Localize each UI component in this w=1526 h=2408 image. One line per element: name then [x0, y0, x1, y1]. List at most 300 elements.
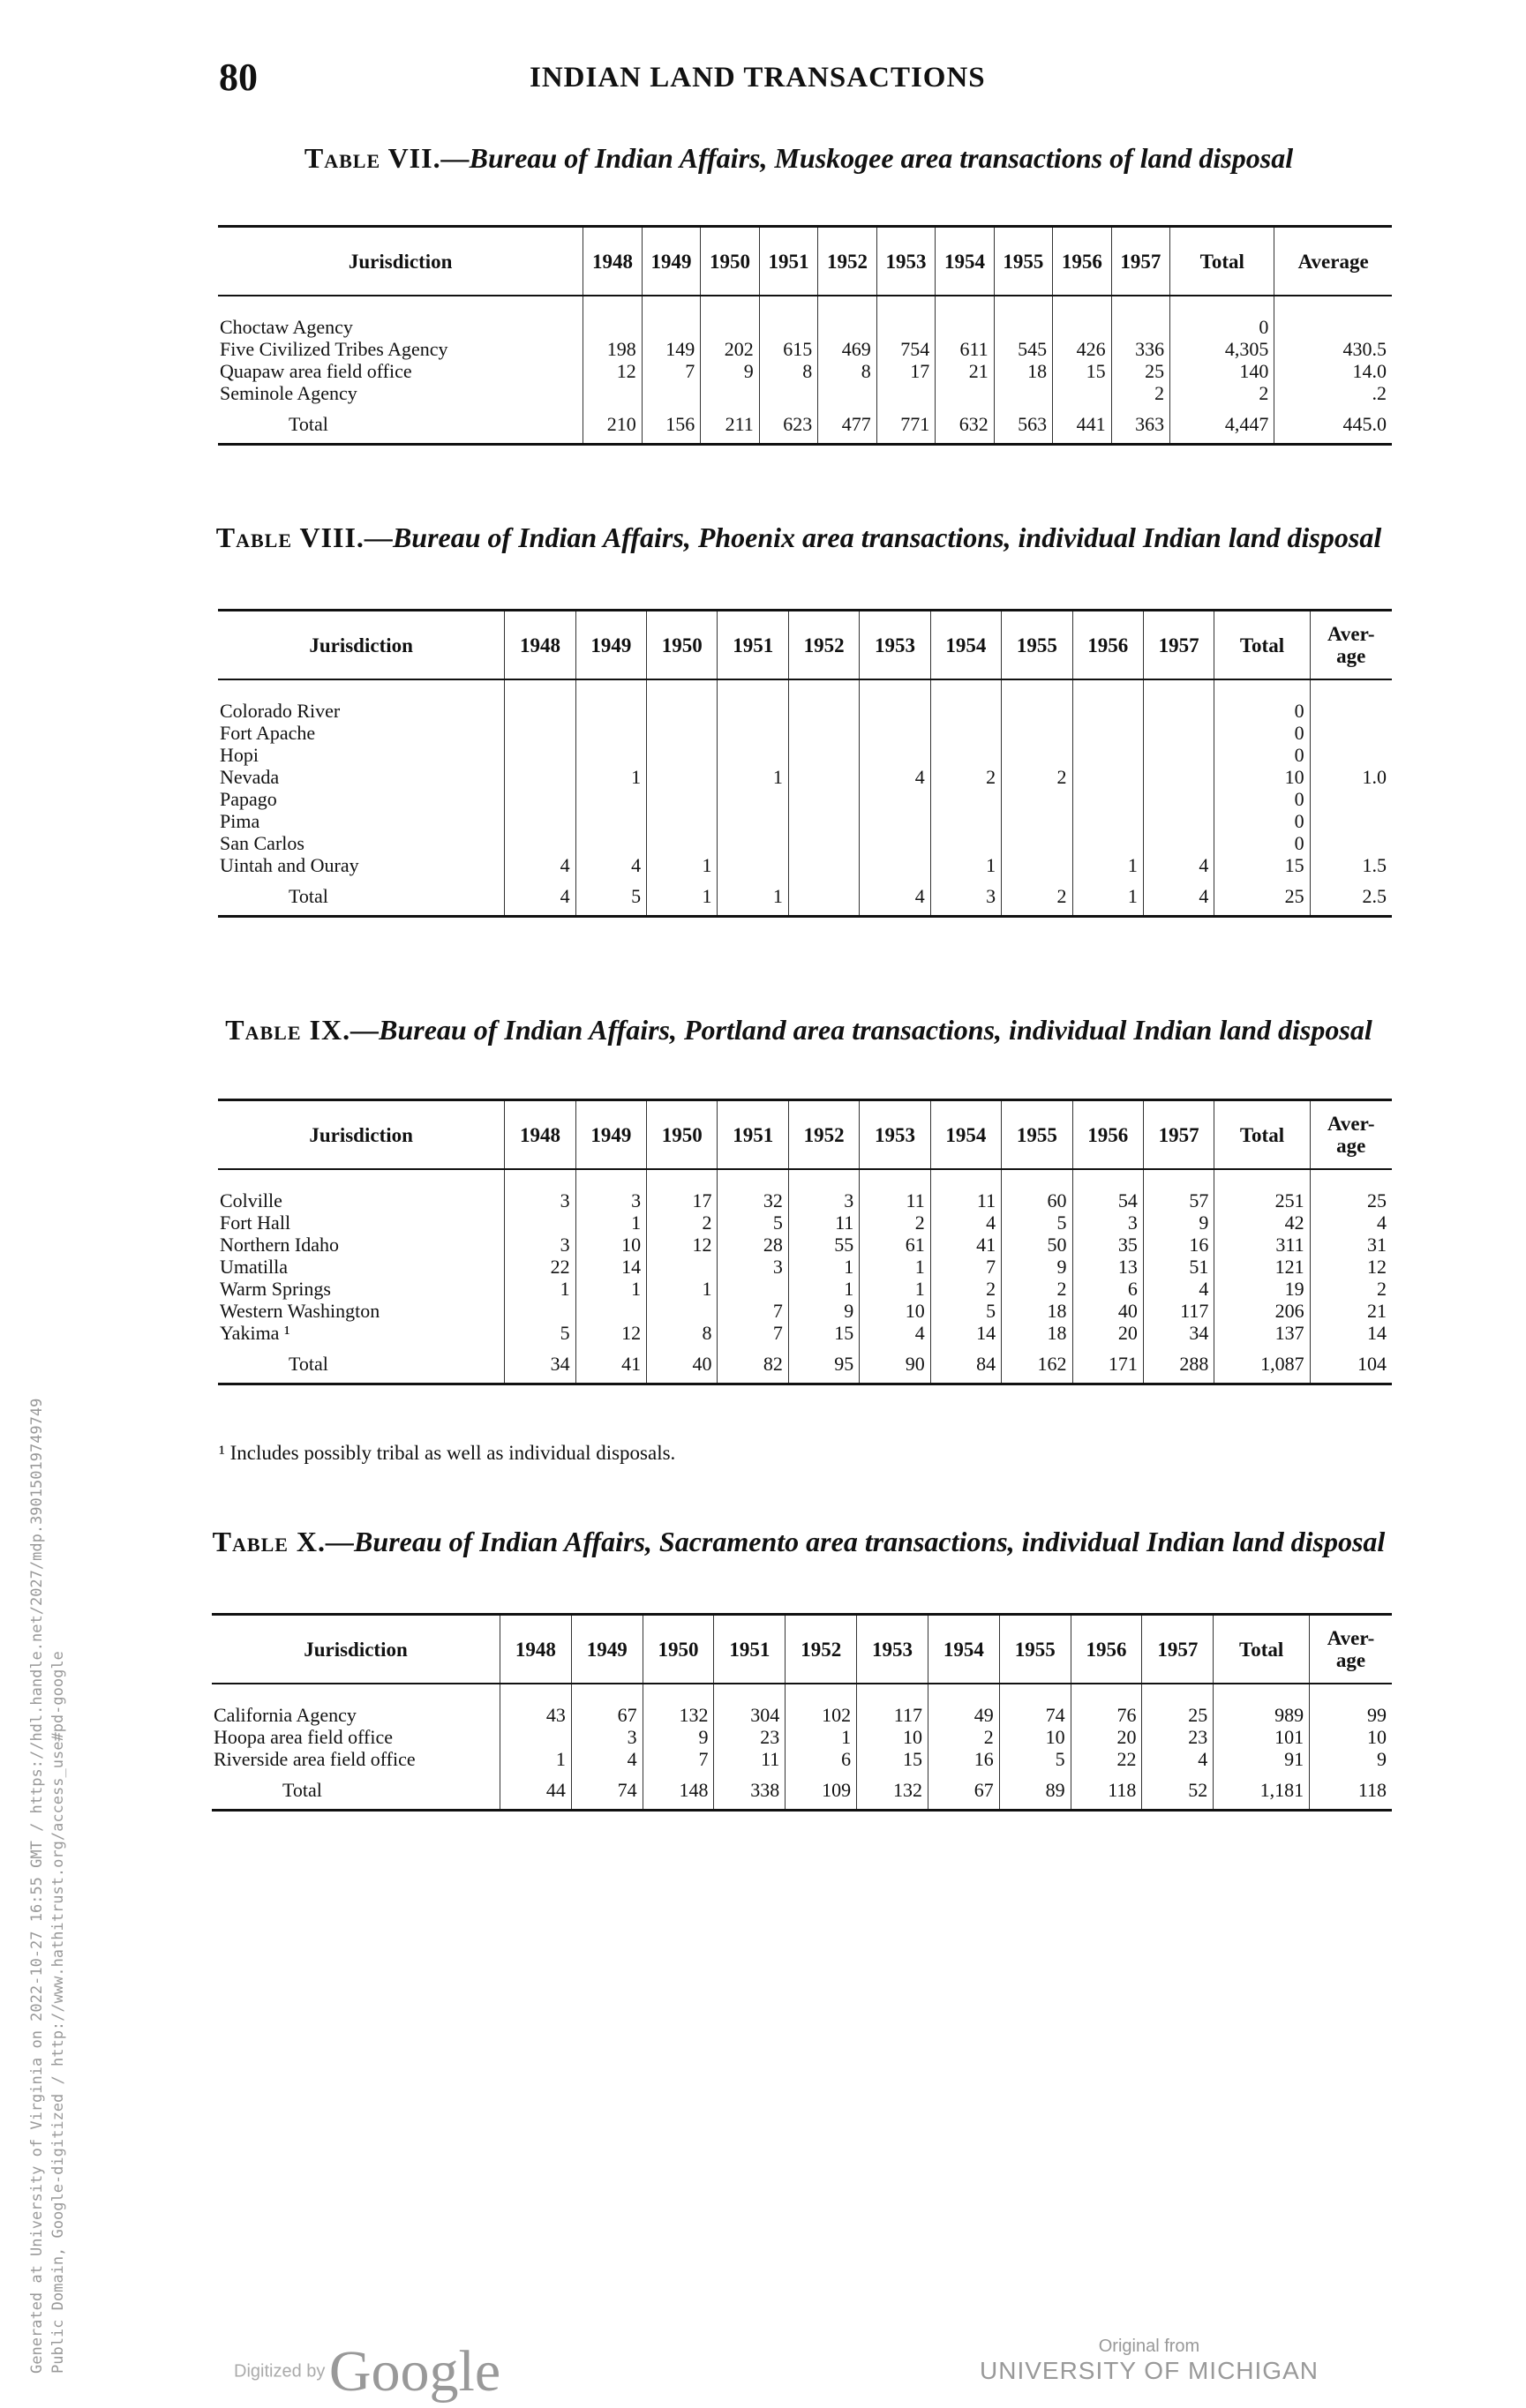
value-cell — [788, 832, 859, 854]
value-cell: 12 — [1310, 1256, 1392, 1278]
value-cell — [930, 700, 1001, 722]
value-cell: 4 — [1310, 1212, 1392, 1234]
value-cell: 149 — [642, 338, 700, 360]
jurisdiction-cell: Northern Idaho — [220, 1234, 340, 1256]
column-header: 1954 — [928, 1615, 999, 1684]
column-header: Total — [1214, 611, 1310, 680]
spacer-cell — [1214, 1169, 1310, 1189]
value-cell: 54 — [1072, 1189, 1143, 1212]
value-cell: 13 — [1072, 1256, 1143, 1278]
value-cell — [788, 810, 859, 832]
value-cell — [647, 832, 718, 854]
value-cell: 1.5 — [1310, 854, 1392, 876]
spacer-cell — [1072, 679, 1143, 700]
value-cell: 4 — [571, 1748, 643, 1770]
value-cell: 76 — [1071, 1704, 1142, 1726]
value-cell — [718, 700, 788, 722]
value-cell — [1310, 832, 1392, 854]
total-cell: 4 — [505, 876, 575, 917]
value-cell: 4 — [575, 854, 646, 876]
column-header: Aver-age — [1310, 1100, 1392, 1170]
spacer-cell — [718, 679, 788, 700]
value-cell — [1143, 810, 1214, 832]
value-cell: 3 — [1072, 1212, 1143, 1234]
value-cell: 101 — [1214, 1726, 1310, 1748]
value-cell: 5 — [718, 1212, 788, 1234]
value-cell — [1310, 700, 1392, 722]
value-cell: 35 — [1072, 1234, 1143, 1256]
jurisdiction-cell: Colorado River — [220, 700, 341, 722]
value-cell — [647, 1256, 718, 1278]
spacer-cell — [1072, 1169, 1143, 1189]
total-cell: 67 — [928, 1770, 999, 1811]
table-vii-title — [212, 141, 1386, 175]
value-cell: 4 — [930, 1212, 1001, 1234]
value-cell: 5 — [930, 1300, 1001, 1322]
value-cell — [1002, 700, 1072, 722]
table-row — [218, 338, 1392, 360]
value-cell: 31 — [1310, 1234, 1392, 1256]
value-cell: 3 — [505, 1234, 575, 1256]
value-cell: 18 — [1002, 1300, 1072, 1322]
spacer-cell — [788, 679, 859, 700]
spacer-cell — [575, 679, 646, 700]
value-cell: 14 — [930, 1322, 1001, 1344]
spacer-row — [218, 679, 1392, 700]
column-header: 1954 — [936, 227, 994, 296]
total-cell: 82 — [718, 1344, 788, 1384]
value-cell — [575, 1300, 646, 1322]
value-cell: 1 — [575, 766, 646, 788]
value-cell — [1143, 788, 1214, 810]
value-cell — [1002, 832, 1072, 854]
jurisdiction-cell: Hoopa area field office — [214, 1726, 393, 1748]
value-cell — [936, 316, 994, 338]
value-cell — [788, 854, 859, 876]
value-cell: 21 — [1310, 1300, 1392, 1322]
value-cell: 0 — [1214, 700, 1310, 722]
value-cell: 4 — [1143, 1278, 1214, 1300]
value-cell: 9 — [1002, 1256, 1072, 1278]
value-cell: 99 — [1310, 1704, 1392, 1726]
value-cell — [1002, 788, 1072, 810]
total-row — [218, 876, 1392, 917]
total-label: Total — [289, 412, 328, 435]
value-cell: 9 — [643, 1726, 714, 1748]
value-cell — [860, 788, 930, 810]
total-cell: 41 — [575, 1344, 646, 1384]
value-cell — [718, 1278, 788, 1300]
value-cell — [647, 722, 718, 744]
spacer-cell — [647, 1169, 718, 1189]
table-caption: —Bureau of Indian Affairs, Sacramento area transactions, individual Indian land disposal — [326, 1526, 1386, 1557]
value-cell: 10 — [1310, 1726, 1392, 1748]
value-cell: 23 — [714, 1726, 786, 1748]
value-cell: 2 — [647, 1212, 718, 1234]
jurisdiction-cell: Yakima ¹ — [220, 1322, 290, 1344]
column-header: 1957 — [1143, 611, 1214, 680]
value-cell: 9 — [701, 360, 759, 382]
value-cell — [505, 700, 575, 722]
total-cell: 363 — [1111, 404, 1169, 445]
value-cell: 61 — [860, 1234, 930, 1256]
spacer-cell — [218, 296, 583, 316]
value-cell: 4,305 — [1170, 338, 1274, 360]
total-cell: 74 — [571, 1770, 643, 1811]
total-cell: 2.5 — [1310, 876, 1392, 917]
value-cell — [1002, 744, 1072, 766]
value-cell: 16 — [1143, 1234, 1214, 1256]
access-stamp-line: Public Domain, Google-digitized / http://www.hathitrust.org/access_use#pd-google — [49, 1651, 67, 2374]
total-label: Total — [289, 884, 328, 907]
value-cell: 22 — [1071, 1748, 1142, 1770]
spacer-cell — [936, 296, 994, 316]
spacer-cell — [860, 1169, 930, 1189]
value-cell: 251 — [1214, 1189, 1310, 1212]
value-cell: 430.5 — [1274, 338, 1392, 360]
table-label: Table VII. — [304, 142, 441, 174]
value-cell — [1274, 316, 1392, 338]
table-row — [218, 1189, 1392, 1212]
table-row — [218, 1234, 1392, 1256]
column-header: 1949 — [571, 1615, 643, 1684]
table-caption: —Bureau of Indian Affairs, Phoenix area transactions, individual Indian land disposal — [364, 521, 1382, 553]
table-row — [218, 1322, 1392, 1344]
value-cell: 11 — [714, 1748, 786, 1770]
total-cell — [788, 876, 859, 917]
column-header: 1948 — [500, 1615, 571, 1684]
total-cell: 104 — [1310, 1344, 1392, 1384]
total-cell: 156 — [642, 404, 700, 445]
value-cell — [818, 382, 876, 404]
value-cell: 8 — [818, 360, 876, 382]
value-cell: 4 — [1142, 1748, 1214, 1770]
value-cell — [1143, 832, 1214, 854]
total-cell: 34 — [505, 1344, 575, 1384]
value-cell: 2 — [930, 766, 1001, 788]
value-cell: 17 — [647, 1189, 718, 1212]
value-cell: 15 — [788, 1322, 859, 1344]
column-header: Aver-age — [1310, 611, 1392, 680]
spacer-cell — [218, 1169, 505, 1189]
value-cell — [1072, 722, 1143, 744]
column-header: 1950 — [701, 227, 759, 296]
jurisdiction-cell: San Carlos — [220, 832, 304, 854]
value-cell — [1072, 832, 1143, 854]
table-row — [218, 766, 1392, 788]
value-cell: 1 — [860, 1278, 930, 1300]
value-cell: 304 — [714, 1704, 786, 1726]
value-cell: 21 — [936, 360, 994, 382]
value-cell: 20 — [1072, 1322, 1143, 1344]
value-cell: 1 — [718, 766, 788, 788]
value-cell: 1 — [860, 1256, 930, 1278]
value-cell: 25 — [1111, 360, 1169, 382]
total-cell: 1 — [647, 876, 718, 917]
value-cell: 14 — [1310, 1322, 1392, 1344]
column-header: 1951 — [718, 1100, 788, 1170]
total-cell: 4 — [860, 876, 930, 917]
value-cell: 0 — [1214, 722, 1310, 744]
value-cell — [1072, 744, 1143, 766]
total-cell: 288 — [1143, 1344, 1214, 1384]
value-cell: 28 — [718, 1234, 788, 1256]
spacer-cell — [647, 679, 718, 700]
total-cell: 4,447 — [1170, 404, 1274, 445]
value-cell — [505, 810, 575, 832]
total-label: Total — [289, 1352, 328, 1375]
spacer-cell — [1274, 296, 1392, 316]
table-label: Table VIII. — [215, 521, 365, 553]
total-row — [212, 1770, 1392, 1811]
table-row — [218, 1278, 1392, 1300]
value-cell: 18 — [994, 360, 1052, 382]
value-cell — [876, 382, 935, 404]
column-header: Total — [1214, 1615, 1310, 1684]
value-cell: 4 — [860, 1322, 930, 1344]
total-cell: 211 — [701, 404, 759, 445]
value-cell: 51 — [1143, 1256, 1214, 1278]
value-cell — [1310, 744, 1392, 766]
column-header: 1950 — [647, 611, 718, 680]
value-cell: 3 — [718, 1256, 788, 1278]
value-cell: 15 — [857, 1748, 928, 1770]
total-cell: 445.0 — [1274, 404, 1392, 445]
table-x-title — [212, 1525, 1386, 1558]
spacer-cell — [994, 296, 1052, 316]
value-cell — [860, 854, 930, 876]
column-header: 1952 — [788, 1100, 859, 1170]
value-cell — [575, 832, 646, 854]
value-cell: 15 — [1214, 854, 1310, 876]
column-header: 1957 — [1143, 1100, 1214, 1170]
total-cell: 1,087 — [1214, 1344, 1310, 1384]
value-cell: 426 — [1053, 338, 1111, 360]
value-cell — [930, 810, 1001, 832]
value-cell: 9 — [788, 1300, 859, 1322]
value-cell — [1143, 766, 1214, 788]
column-header: 1953 — [857, 1615, 928, 1684]
table-row — [218, 832, 1392, 854]
total-cell: 44 — [500, 1770, 571, 1811]
value-cell — [1053, 382, 1111, 404]
total-cell: 162 — [1002, 1344, 1072, 1384]
value-cell — [647, 744, 718, 766]
column-header: 1949 — [575, 611, 646, 680]
value-cell — [759, 382, 817, 404]
value-cell: 12 — [583, 360, 642, 382]
value-cell — [860, 722, 930, 744]
jurisdiction-cell: Fort Apache — [220, 722, 316, 744]
value-cell: 9 — [1143, 1212, 1214, 1234]
column-header: 1950 — [643, 1615, 714, 1684]
value-cell — [642, 382, 700, 404]
value-cell: 25 — [1142, 1704, 1214, 1726]
value-cell — [788, 766, 859, 788]
column-header: 1951 — [759, 227, 817, 296]
total-cell: 109 — [786, 1770, 857, 1811]
table-row — [218, 1300, 1392, 1322]
value-cell — [500, 1726, 571, 1748]
spacer-cell — [505, 1169, 575, 1189]
value-cell — [1002, 854, 1072, 876]
value-cell: 3 — [571, 1726, 643, 1748]
column-header: 1948 — [505, 1100, 575, 1170]
value-cell: 7 — [718, 1322, 788, 1344]
jurisdiction-cell: Hopi — [220, 744, 259, 766]
jurisdiction-cell: Choctaw Agency — [220, 316, 353, 338]
column-header: 1948 — [583, 227, 642, 296]
value-cell — [930, 744, 1001, 766]
column-header: 1951 — [714, 1615, 786, 1684]
table-caption: —Bureau of Indian Affairs, Muskogee area transactions of land disposal — [440, 142, 1294, 174]
spacer-cell — [1002, 679, 1072, 700]
table-row — [218, 722, 1392, 744]
spacer-cell — [718, 1169, 788, 1189]
total-cell: 89 — [999, 1770, 1071, 1811]
jurisdiction-cell: Quapaw area field office — [220, 360, 412, 382]
table-caption: —Bureau of Indian Affairs, Portland area transactions, individual Indian land disposal — [350, 1014, 1372, 1046]
value-cell: 1 — [505, 1278, 575, 1300]
value-cell: 2 — [860, 1212, 930, 1234]
value-cell — [575, 722, 646, 744]
value-cell: 2 — [930, 1278, 1001, 1300]
total-cell: 90 — [860, 1344, 930, 1384]
jurisdiction-cell: Colville — [220, 1189, 282, 1212]
value-cell: 20 — [1071, 1726, 1142, 1748]
table-row — [218, 700, 1392, 722]
column-header: Total — [1170, 227, 1274, 296]
value-cell — [1072, 766, 1143, 788]
value-cell: 5 — [999, 1748, 1071, 1770]
column-header: 1956 — [1072, 611, 1143, 680]
total-cell: 563 — [994, 404, 1052, 445]
column-header: 1954 — [930, 611, 1001, 680]
table-row — [212, 1704, 1392, 1726]
column-header: Average — [1274, 227, 1392, 296]
spacer-cell — [505, 679, 575, 700]
spacer-cell — [857, 1684, 928, 1704]
spacer-row — [218, 296, 1392, 316]
value-cell: 14 — [575, 1256, 646, 1278]
value-cell: 102 — [786, 1704, 857, 1726]
table-row — [218, 1212, 1392, 1234]
value-cell — [647, 766, 718, 788]
value-cell: 1 — [500, 1748, 571, 1770]
table-row — [218, 788, 1392, 810]
jurisdiction-cell: Pima — [220, 810, 260, 832]
value-cell: 5 — [1002, 1212, 1072, 1234]
column-header: 1953 — [860, 611, 930, 680]
value-cell: 4 — [505, 854, 575, 876]
column-header-jurisdiction: Jurisdiction — [212, 1615, 500, 1684]
spacer-cell — [930, 1169, 1001, 1189]
column-header: 1956 — [1071, 1615, 1142, 1684]
value-cell: 2 — [1002, 766, 1072, 788]
value-cell: 0 — [1214, 744, 1310, 766]
value-cell: 2 — [1111, 382, 1169, 404]
value-cell: 3 — [505, 1189, 575, 1212]
value-cell: 2 — [1170, 382, 1274, 404]
value-cell: 40 — [1072, 1300, 1143, 1322]
total-cell: 210 — [583, 404, 642, 445]
value-cell: 0 — [1170, 316, 1274, 338]
value-cell: 10 — [575, 1234, 646, 1256]
value-cell: 8 — [759, 360, 817, 382]
value-cell: 8 — [647, 1322, 718, 1344]
value-cell — [647, 1300, 718, 1322]
total-cell: 25 — [1214, 876, 1310, 917]
total-cell: 1 — [718, 876, 788, 917]
access-stamp — [26, 1399, 69, 2374]
value-cell: 11 — [788, 1212, 859, 1234]
value-cell: 60 — [1002, 1189, 1072, 1212]
spacer-cell — [1310, 1169, 1392, 1189]
running-head: INDIAN LAND TRANSACTIONS — [530, 62, 986, 94]
value-cell — [788, 700, 859, 722]
total-cell: 40 — [647, 1344, 718, 1384]
value-cell: 67 — [571, 1704, 643, 1726]
value-cell — [994, 316, 1052, 338]
value-cell: 7 — [930, 1256, 1001, 1278]
column-header-jurisdiction: Jurisdiction — [218, 227, 583, 296]
digitized-by-google — [234, 2338, 500, 2405]
value-cell: 4 — [1143, 854, 1214, 876]
value-cell — [1111, 316, 1169, 338]
column-header: Total — [1214, 1100, 1310, 1170]
spacer-cell — [583, 296, 642, 316]
value-cell — [1002, 722, 1072, 744]
value-cell: 10 — [1214, 766, 1310, 788]
page-number: 80 — [219, 56, 258, 99]
total-cell: 623 — [759, 404, 817, 445]
value-cell: 611 — [936, 338, 994, 360]
value-cell: 7 — [643, 1748, 714, 1770]
table-label: Table X. — [212, 1526, 327, 1557]
spacer-cell — [930, 679, 1001, 700]
jurisdiction-cell: Riverside area field office — [214, 1748, 416, 1770]
value-cell — [936, 382, 994, 404]
spacer-cell — [701, 296, 759, 316]
spacer-cell — [571, 1684, 643, 1704]
column-header: 1952 — [818, 227, 876, 296]
value-cell: 18 — [1002, 1322, 1072, 1344]
total-cell: 477 — [818, 404, 876, 445]
total-label: Total — [282, 1778, 322, 1801]
total-cell: 771 — [876, 404, 935, 445]
total-cell: 5 — [575, 876, 646, 917]
value-cell — [505, 832, 575, 854]
value-cell — [583, 316, 642, 338]
jurisdiction-cell: Warm Springs — [220, 1278, 331, 1300]
column-header: 1955 — [1002, 1100, 1072, 1170]
value-cell — [718, 854, 788, 876]
value-cell: 17 — [876, 360, 935, 382]
value-cell — [930, 788, 1001, 810]
value-cell — [505, 744, 575, 766]
value-cell: 1 — [575, 1278, 646, 1300]
original-from — [980, 2337, 1319, 2385]
total-cell: 3 — [930, 876, 1001, 917]
column-header: 1949 — [575, 1100, 646, 1170]
spacer-cell — [218, 679, 505, 700]
value-cell — [788, 744, 859, 766]
value-cell — [718, 788, 788, 810]
value-cell — [575, 700, 646, 722]
spacer-cell — [876, 296, 935, 316]
jurisdiction-cell: Umatilla — [220, 1256, 288, 1278]
value-cell: 12 — [647, 1234, 718, 1256]
